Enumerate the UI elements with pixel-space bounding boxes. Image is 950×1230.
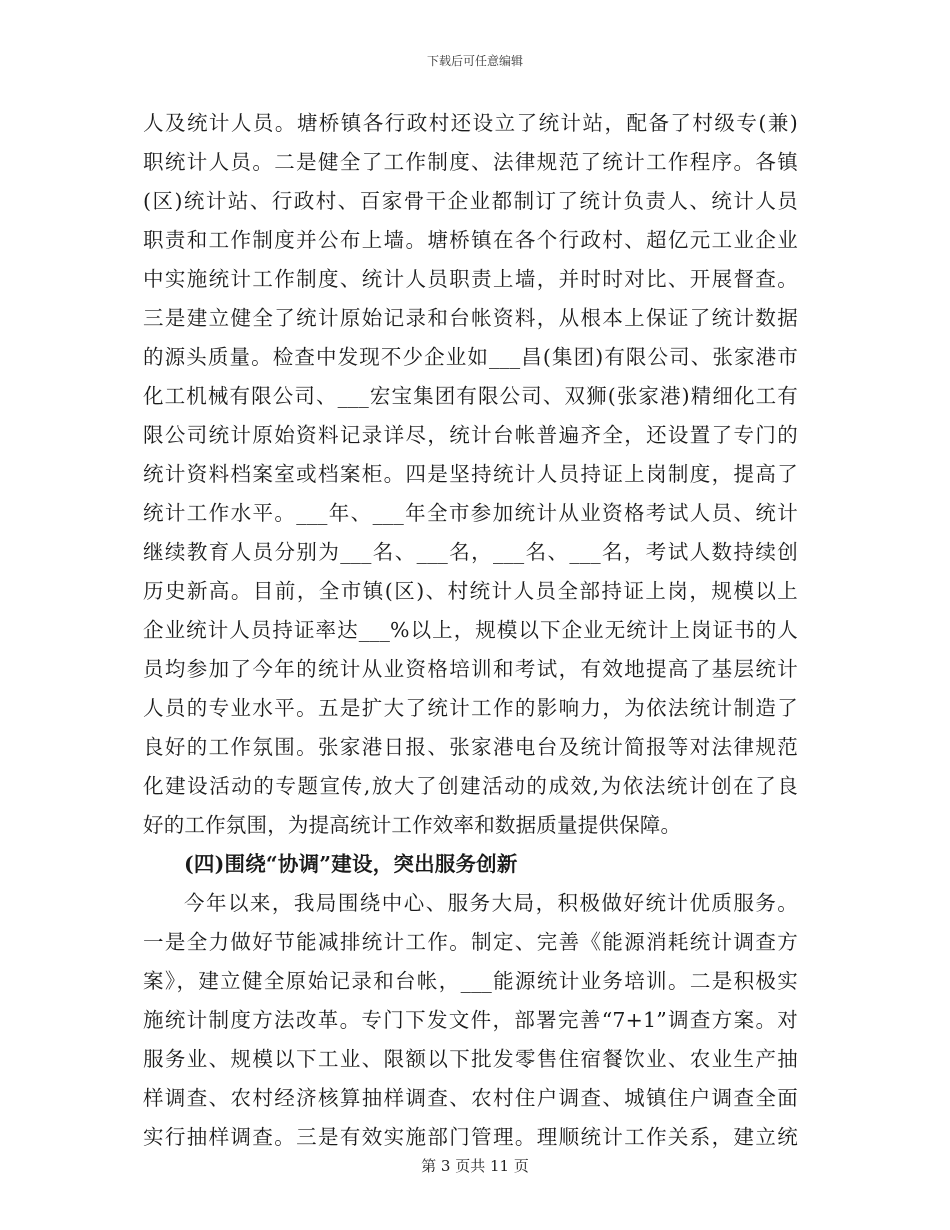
text-line: 实行抽样调查。三是有效实施部门管理。理顺统计工作关系，建立统	[143, 1125, 798, 1149]
text-line: 案》，建立健全原始记录和台帐，___能源统计业务培训。二是积极实	[143, 969, 798, 993]
text-line: 员均参加了今年的统计从业资格培训和考试，有效地提高了基层统计	[143, 657, 798, 681]
text-line: 施统计制度方法改革。专门下发文件，部署完善“7+1”调查方案。对	[143, 1008, 798, 1032]
text-line: 职统计人员。二是健全了工作制度、法律规范了统计工作程序。各镇	[143, 150, 798, 174]
text-line: 今年以来，我局围绕中心、服务大局，积极做好统计优质服务。	[184, 891, 798, 915]
text-line: 人员的专业水平。五是扩大了统计工作的影响力，为依法统计制造了	[143, 696, 798, 720]
text-line: 统计资料档案室或档案柜。四是坚持统计人员持证上岗制度，提高了	[143, 462, 798, 486]
text-line: 职责和工作制度并公布上墙。塘桥镇在各个行政村、超亿元工业企业	[143, 228, 798, 252]
text-line: 的源头质量。检查中发现不少企业如___昌(集团)有限公司、张家港市	[143, 345, 798, 369]
text-line: 三是建立健全了统计原始记录和台帐资料，从根本上保证了统计数据	[143, 306, 798, 330]
text-line: 继续教育人员分别为___名、___名，___名、___名，考试人数持续创	[143, 540, 798, 564]
text-line: 人及统计人员。塘桥镇各行政村还设立了统计站，配备了村级专(兼)	[143, 111, 798, 135]
text-line: 服务业、规模以下工业、限额以下批发零售住宿餐饮业、农业生产抽	[143, 1047, 798, 1071]
section-heading: (四)围绕“协调”建设，突出服务创新	[184, 852, 518, 876]
document-body	[143, 104, 798, 1157]
page-footer: 第 3 页共 11 页	[421, 1157, 529, 1175]
text-line: 中实施统计工作制度、统计人员职责上墙，并时时对比、开展督查。	[143, 267, 798, 291]
text-line: 企业统计人员持证率达___%以上，规模以下企业无统计上岗证书的人	[143, 618, 798, 642]
text-line: 历史新高。目前，全市镇(区)、村统计人员全部持证上岗，规模以上	[143, 579, 798, 603]
text-line: 样调查、农村经济核算抽样调查、农村住户调查、城镇住户调查全面	[143, 1086, 798, 1110]
text-line: 好的工作氛围，为提高统计工作效率和数据质量提供保障。	[143, 813, 682, 837]
text-line: (区)统计站、行政村、百家骨干企业都制订了统计负责人、统计人员	[143, 189, 798, 213]
text-line: 良好的工作氛围。张家港日报、张家港电台及统计简报等对法律规范	[143, 735, 798, 759]
text-line: 化建设活动的专题宣传,放大了创建活动的成效,为依法统计创在了良	[143, 774, 798, 798]
page-header: 下载后可任意编辑	[426, 54, 523, 68]
text-line: 化工机械有限公司、___宏宝集团有限公司、双狮(张家港)精细化工有	[143, 384, 798, 408]
text-line: 统计工作水平。___年、___年全市参加统计从业资格考试人员、统计	[143, 501, 798, 525]
text-line: 一是全力做好节能减排统计工作。制定、完善《能源消耗统计调查方	[143, 930, 798, 954]
text-line: 限公司统计原始资料记录详尽，统计台帐普遍齐全，还设置了专门的	[143, 423, 798, 447]
